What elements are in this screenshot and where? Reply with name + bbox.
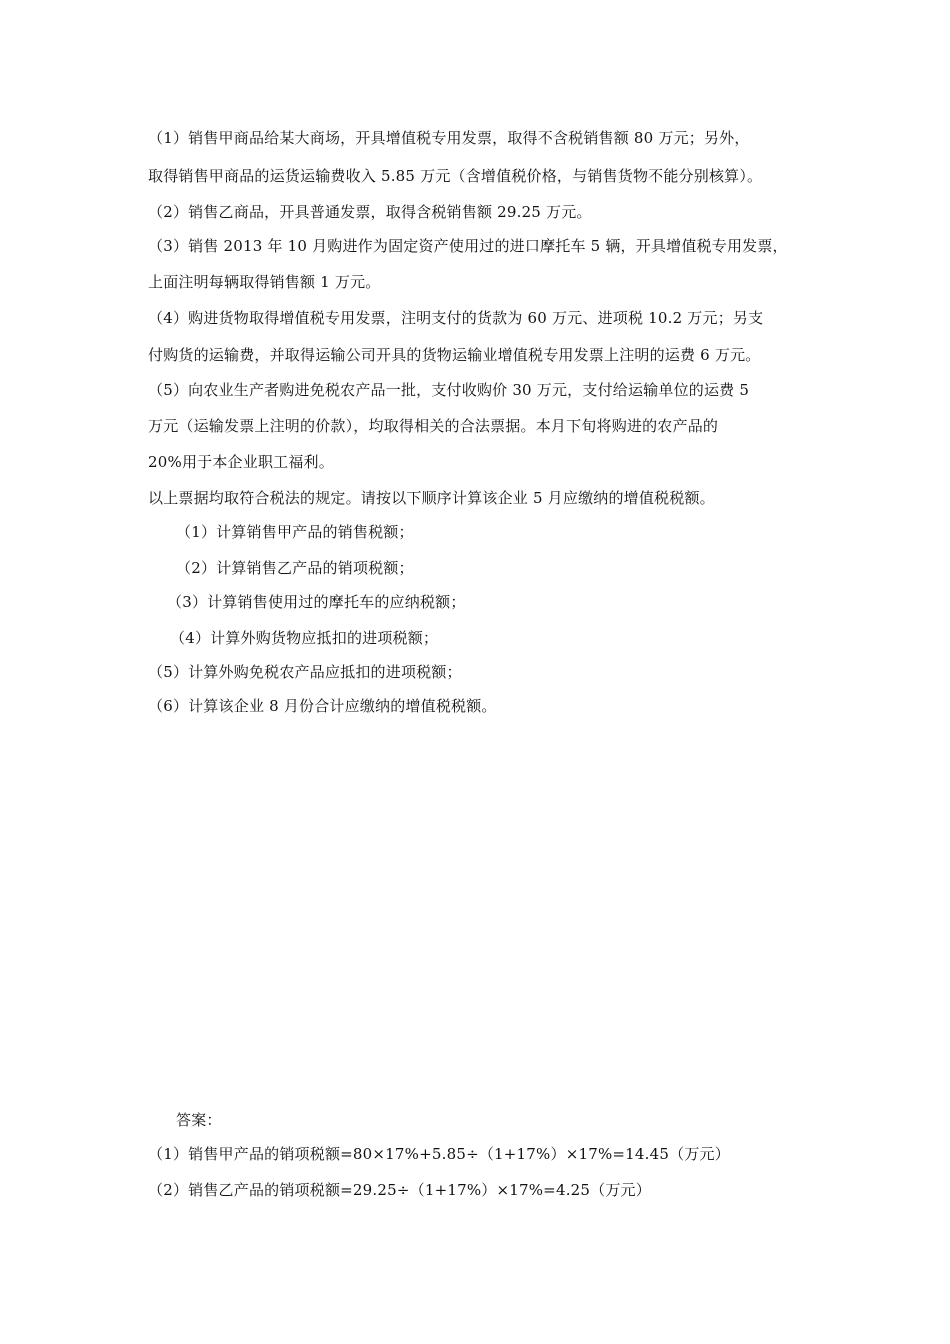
question-4: （4）计算外购货物应抵扣的进项税额； xyxy=(170,629,439,647)
item-3-line-1: （3）销售 2013 年 10 月购进作为固定资产使用过的进口摩托车 5 辆，开具增值税专用发票， xyxy=(148,237,788,255)
item-1-line-1: （1）销售甲商品给某大商场，开具增值税专用发票，取得不含税销售额 80 万元；另外， xyxy=(148,129,750,147)
item-1-line-2: 取得销售甲商品的运货运输费收入 5.85 万元（含增值税价格，与销售货物不能分别核算）。 xyxy=(148,167,763,185)
question-5: （5）计算外购免税农产品应抵扣的进项税额； xyxy=(148,663,462,681)
instruction-text: 以上票据均取符合税法的规定。请按以下顺序计算该企业 5 月应缴纳的增值税税额。 xyxy=(148,489,715,507)
item-3-line-2: 上面注明每辆取得销售额 1 万元。 xyxy=(148,273,381,291)
item-5-line-3: 20%用于本企业职工福利。 xyxy=(148,453,334,471)
item-4-line-1: （4）购进货物取得增值税专用发票，注明支付的货款为 60 万元、进项税 10.2 万元；另支 xyxy=(148,309,764,327)
item-5-line-1: （5）向农业生产者购进免税农产品一批，支付收购价 30 万元，支付给运输单位的运费 5 xyxy=(148,381,750,399)
question-1: （1）计算销售甲产品的销售税额； xyxy=(176,523,414,541)
answer-line-1: （1）销售甲产品的销项税额=80×17%+5.85÷（1+17%）×17%=14.45（万元） xyxy=(148,1145,730,1163)
item-2-line-1: （2）销售乙商品，开具普通发票，取得含税销售额 29.25 万元。 xyxy=(148,203,592,221)
question-2: （2）计算销售乙产品的销项税额； xyxy=(176,559,414,577)
item-4-line-2: 付购货的运输费，并取得运输公司开具的货物运输业增值税专用发票上注明的运费 6 万元。 xyxy=(148,346,761,364)
question-6: （6）计算该企业 8 月份合计应缴纳的增值税税额。 xyxy=(148,697,497,715)
question-3: （3）计算销售使用过的摩托车的应纳税额； xyxy=(167,593,466,611)
answer-title: 答案： xyxy=(176,1111,222,1129)
answer-line-2: （2）销售乙产品的销项税额=29.25÷（1+17%）×17%=4.25（万元） xyxy=(148,1181,651,1199)
item-5-line-2: 万元（运输发票上注明的价款），均取得相关的合法票据。本月下旬将购进的农产品的 xyxy=(148,417,719,435)
